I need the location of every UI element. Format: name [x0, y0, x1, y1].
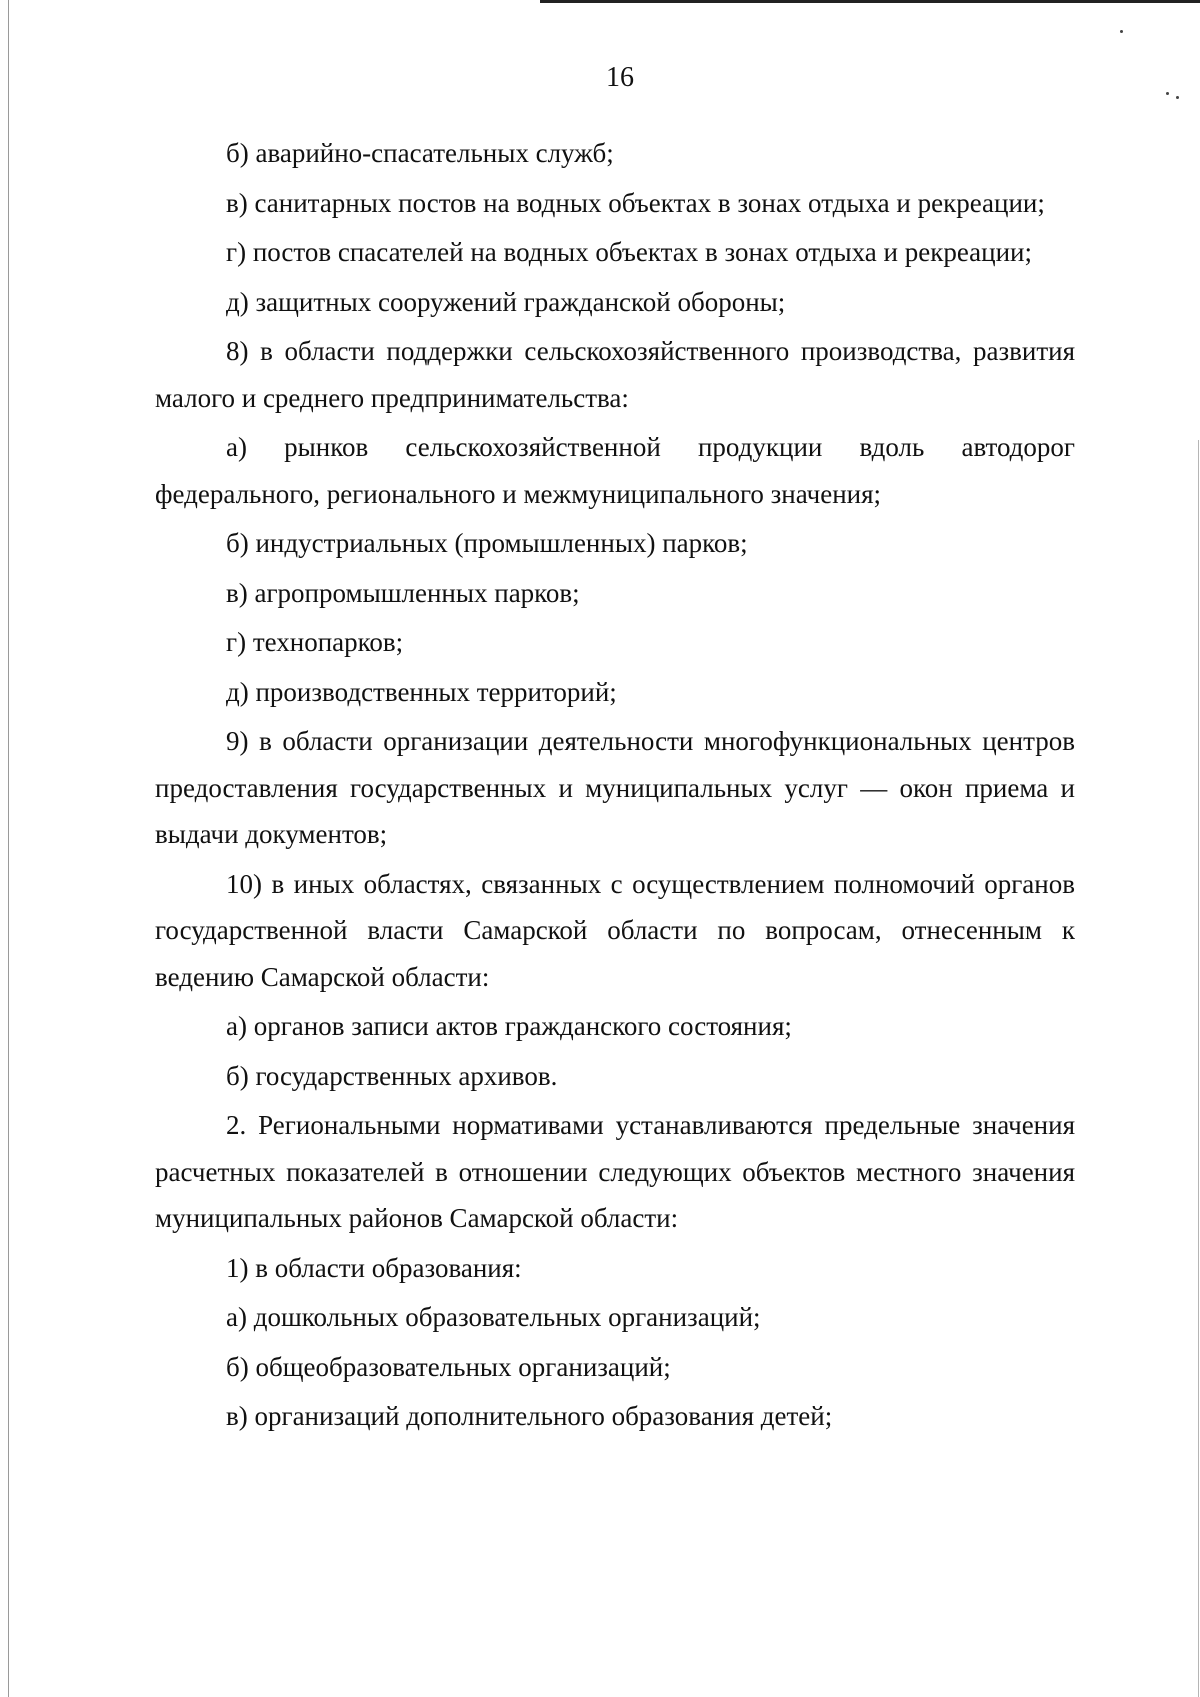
paragraph: б) аварийно-спасательных служб; — [226, 138, 614, 168]
paragraph: б) государственных архивов. — [226, 1060, 558, 1091]
paragraph: д) защитных сооружений гражданской обороны; — [226, 286, 786, 317]
paragraph: 1) в области образования: — [226, 1252, 522, 1283]
scan-top-edge — [540, 0, 1200, 3]
paragraph: г) технопарков; — [226, 627, 404, 657]
paragraph: б) индустриальных (промышленных) парков; — [226, 528, 748, 558]
paragraph: д) производственных территорий; — [226, 676, 617, 707]
paragraph: а) дошкольных образовательных организаций; — [226, 1302, 761, 1332]
paragraph: 9) в области организации деятельности многофункциональных центров предоставления государственных и муниципальных услуг — окон приема и выдачи документов; — [155, 726, 1075, 849]
paragraph: а) рынков сельскохозяйственной продукции вдоль автодорог федерального, регионального и межмуниципального значения; — [155, 432, 1075, 509]
scan-speck — [1176, 96, 1179, 99]
paragraph: 10) в иных областях, связанных с осуществлением полномочий органов государственной власти Самарской области по вопросам, отнесенным к ведению Самарской области: — [155, 868, 1075, 992]
paragraph: 8) в области поддержки сельскохозяйственного производства, развития малого и среднего предпринимательства: — [155, 336, 1075, 413]
paragraph: в) агропромышленных парков; — [226, 577, 580, 608]
document-body — [155, 130, 1075, 1443]
scan-right-edge — [1198, 440, 1199, 1697]
page-number: 16 — [606, 62, 634, 93]
paragraph: 2. Региональными нормативами устанавливаются предельные значения расчетных показателей в отношении следующих объектов местного значения муниципальных районов Самарской области: — [155, 1110, 1075, 1233]
paragraph: в) санитарных постов на водных объектах в зонах отдыха и рекреации; — [226, 187, 1045, 218]
scan-speck — [1120, 30, 1123, 33]
scan-left-edge — [8, 0, 9, 1697]
paragraph: г) постов спасателей на водных объектах в зонах отдыха и рекреации; — [226, 237, 1032, 267]
paragraph: а) органов записи актов гражданского состояния; — [226, 1011, 792, 1041]
paragraph: в) организаций дополнительного образования детей; — [226, 1401, 833, 1431]
paragraph: б) общеобразовательных организаций; — [226, 1351, 671, 1382]
